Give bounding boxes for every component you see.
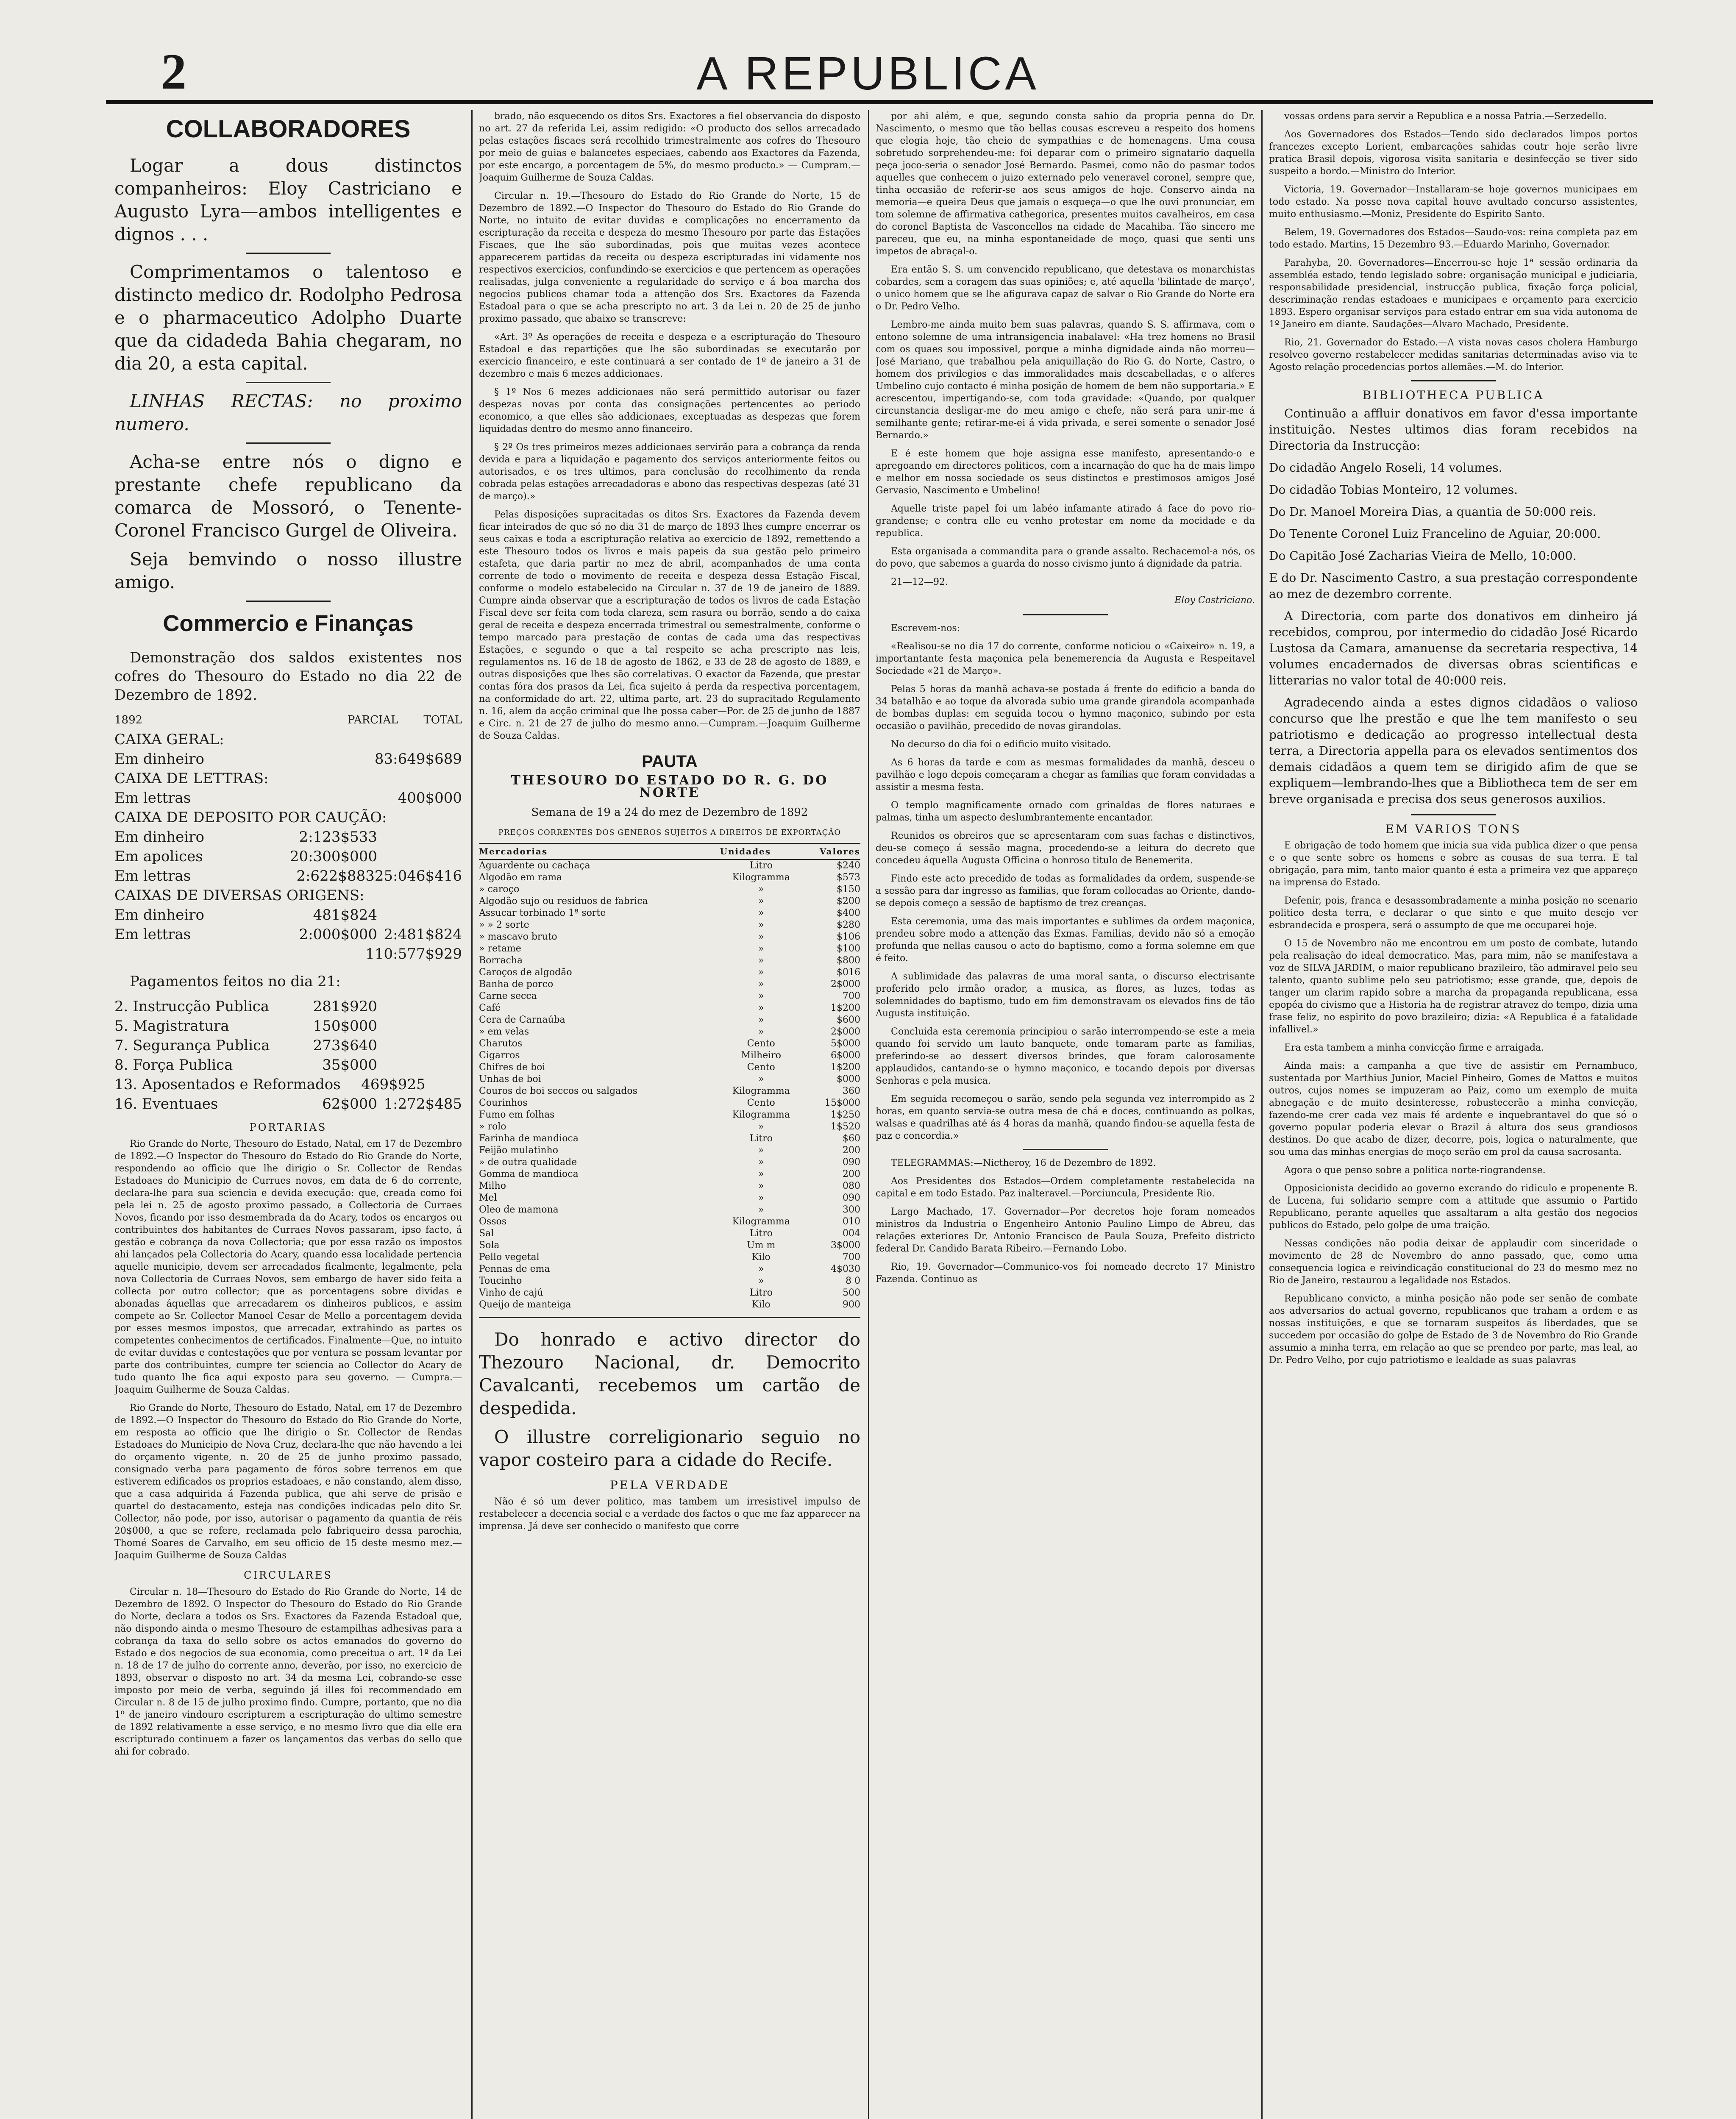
section-heading: PELA VERDADE [609, 1478, 730, 1492]
payment-row: 13. Aposentados e Reformados 469$925 [114, 1076, 426, 1093]
paragraph: «Art. 3º As operações de receita e despeza e a escripturação do Thesouro Estadoal e das repartições que lhe são subordinadas se executarão por exercicio financeiro, e este continuará a ser contado de 1º de janeiro a 31 de dezembro e mais 6 mezes addicionaes. [479, 332, 860, 379]
donations-list [1269, 460, 1638, 602]
price-row: Gomma de mandioca » 200 [479, 1169, 860, 1179]
divider [1023, 1149, 1108, 1150]
price-row: Sola Um m 3$000 [479, 1240, 860, 1251]
paragraph: Não é só um dever politico, mas tambem um irresistivel impulso de restabelecer a decencia social e a verdade dos factos o que me faz apparecer na imprensa. Já deve ser conhecido o manifesto que corre [479, 1496, 860, 1532]
column-3 [876, 110, 1255, 2119]
paragraph: Belem, 19. Governadores dos Estados—Saudo-vos: reina completa paz em todo estado. Martins, 15 Dezembro 93.—Eduardo Marinho, Governador. [1269, 227, 1638, 250]
price-row: Borracha » $800 [479, 955, 860, 966]
account-row: CAIXA DE LETTRAS: [114, 770, 269, 787]
paragraph: Era esta tambem a minha convicção firme e arraigada. [1284, 1043, 1544, 1053]
paragraph: TELEGRAMMAS:—Nictheroy, 16 de Dezembro de 1892. [891, 1158, 1156, 1168]
paragraph: Largo Machado, 17. Governador—Por decretos hoje foram nomeados ministros da Industria o Engenheiro Antonio Paulino Limpo de Abreu, das relações exteriores Dr. Antonio Francisco de Paula Souza, Prefeito districto federal Dr. Candido Barata Ribeiro.—Fernando Lobo. [876, 1207, 1255, 1254]
paragraph: Do honrado e activo director do Thezouro Nacional, dr. Democrito Cavalcanti, recebemos um cartão de despedida. [479, 1329, 860, 1418]
price-row: Courinhos Cento 15$000 [479, 1098, 860, 1108]
column-2 [479, 110, 860, 2119]
paragraph: § 1º Nos 6 mezes addicionaes não será permittido autorisar ou fazer despezas novas por conta das consignações pertencentes ao periodo economico, a que elles são addicionaes, exceptuadas as despezas que forem liquidadas dentro do mesmo anno financeiro. [479, 387, 860, 434]
paragraph: Aos Governadores dos Estados—Tendo sido declarados limpos portos francezes excepto Lorient, embarcações sahidas coutr hoje serão livre pratica Brasil depois, vigorosa visita sanitaria e desinfecção se tiver sido suspeito a bordo.—Ministro do Interior. [1269, 129, 1638, 177]
account-row: CAIXAS DE DIVERSAS ORIGENS: [114, 887, 364, 904]
paragraph: Seja bemvindo o nosso illustre amigo. [114, 549, 462, 592]
payment-row: 2. Instrucção Publica 281$920 [114, 998, 377, 1015]
column-1 [114, 110, 462, 2119]
section-heading: Commercio e Finanças [163, 611, 414, 636]
paragraph: Rio, 19. Governador—Communico-vos foi nomeado decreto 17 Ministro Fazenda. Continuo as [876, 1262, 1255, 1285]
section-heading: PAUTA [642, 752, 698, 771]
divider [246, 442, 331, 444]
paragraph: § 2º Os tres primeiros mezes addicionaes servirão para a cobrança da renda devida e para a liquidação e pagamento dos serviços anteriormente feitos ou autorisados, e os tres ultimos, para conclusão do recolhimento da renda cobrada pelas estações arrecadadoras e abono das respectivas despezas (até 31 de março).» [479, 442, 860, 502]
donation-item: Do Capitão José Zacharias Vieira de Mello, 10:000. [1269, 549, 1577, 563]
price-row: Pennas de ema » 4$030 [479, 1264, 860, 1274]
price-row: Farinha de mandioca Litro $60 [479, 1133, 860, 1144]
price-row: Oleo de mamona » 300 [479, 1204, 860, 1215]
price-row: Aguardente ou cachaça Litro $240 [479, 860, 860, 871]
price-row: Unhas de boi » $000 [479, 1074, 860, 1085]
column-4 [1269, 110, 1638, 2119]
price-row: Mel » 090 [479, 1193, 860, 1203]
section-heading: BIBLIOTHECA PUBLICA [1362, 388, 1544, 402]
donation-item: Do cidadão Tobias Monteiro, 12 volumes. [1269, 483, 1518, 497]
paragraph: Pelas disposições supracitadas os ditos Srs. Exactores da Fazenda devem ficar inteirados de que só no dia 31 de março de 1893 lhes cumpre encerrar os seus caixas e toda a escripturação relativa ao exercicio de 1892, remettendo a este Thesouro todos os livros e mais papeis da sua gestão pelo primeiro estafeta, que daria partir no mez de abril, acompanhados de uma conta corrente de todo o movimento de receita e despeza dessa Estação Fiscal, conforme o modelo estabelecido na Circular n. 37 de 19 de janeiro de 1889. Cumpre ainda observar que a escripturação de todos os livros de cada Estação Fiscal deve ser feita com toda clareza, sem rasura ou borrão, sendo a do caixa geral de receita e despeza encerrada trimestral ou semestralmente, conforme o tempo marcado para prestação de contas de cada uma das respectivas Estações, e segundo o que a tal respeito se acha prescripto nas leis, regulamentos ns. 16 de 18 de agosto de 1862, e 33 de 28 de agosto de 1889, e outras disposições que lhes são correlativas. O exactor da Fazenda, que prestar contas fóra dos prasos da Lei, fica sujeito á perda da respectiva porcentagem, na conformidade do art. 22, ultima parte, art. 23 do supracitado Regulamento n. 16, alem da acção criminal que lhe possa caber—Por. de 25 de junho de 1887 e Circ. n. 21 de 27 de julho do mesmo anno.—Cumpram.—Joaquim Guilherme de Souza Caldas. [479, 509, 860, 741]
account-row: Em lettras 2:000$000 2:481$824 [114, 926, 462, 943]
price-row: Couros de boi seccos ou salgados Kilogramma 360 [479, 1086, 860, 1096]
paragraph: O 15 de Novembro não me encontrou em um posto de combate, lutando pela realisação do ideal democratico. Mas, para mim, não se manifestava a voz de SILVA JARDIM, o maior republicano brazileiro, tão admiravel pelo seu talento, quanto sublime pelo seu patriotismo; esse grande, que, depois de tanger um clarim rapido sobre a marcha da propaganda republicana, essa epopéa do civismo que a Historia ha de registrar atravez do tempo, dizia uma frase feliz, no espirito do povo brazileiro; dizia: «A Republica é a fatalidade infallivel.» [1269, 938, 1638, 1035]
paragraph: Acha-se entre nós o digno e prestante chefe republicano da comarca de Mossoró, o Tenente-Coronel Francisco Gurgel de Oliveira. [114, 451, 462, 541]
account-row: CAIXA DE DEPOSITO POR CAUÇÃO: [114, 809, 387, 826]
account-row: Em dinheiro 481$824 [114, 907, 377, 923]
signature: Eloy Castriciano. [1174, 595, 1255, 606]
paragraph: Aos Presidentes dos Estados—Ordem completamente restabelecida na capital e em todo Estado. Paz inalteravel.—Porciuncula, Presidente Rio. [876, 1176, 1255, 1199]
paragraph: Rio Grande do Norte, Thesouro do Estado, Natal, em 17 de Dezembro de 1892.—O Inspector do Thesouro do Estado do Rio Grande do Norte, em resposta ao officio que lhe dirigio o Sr. Collector de Rendas Estadoaes do Municipio de Nova Cruz, declara-lhe que não havendo a lei do orçamento vigente, n. 20 de 25 de junho proximo passado, consignado verba para pagamento de fóros sobre terrenos em que estiverem edificados os proprios estadoaes, e não constando, alem disso, que a casa adquirida á Fazenda publica, que ahi serve de prisão e quartel do destacamento, esteja nas condições indicadas pelo dito Sr. Collector, não pode, por isso, autorisar o pagamento da quantia de réis 20$000, a que se refere, reclamada pelo fabriqueiro dessa parochia, Thomé Soares de Carvalho, em seu officio de 15 deste mesmo mez.—Joaquim Guilherme de Souza Caldas [114, 1403, 462, 1561]
price-row: Fumo em folhas Kilogramma 1$250 [479, 1110, 860, 1120]
paragraph: Esta organisada a commandita para o grande assalto. Rechacemol-a nós, os do povo, que sabemos a guarda do nosso civismo junto á dignidade da patria. [876, 546, 1255, 569]
paragraph: As 6 horas da tarde e com as mesmas formalidades da manhã, desceu o pavilhão e logo depois começaram a chegar as familias que foram convidadas a assistir a mesma festa. [876, 757, 1255, 793]
price-row: » em velas » 2$000 [479, 1026, 860, 1037]
price-row: » caroço » $150 [479, 884, 860, 895]
paragraph: Pagamentos feitos no dia 21: [130, 973, 341, 990]
paragraph: Ainda mais: a campanha a que tive de assistir em Pernambuco, sustentada por Marthius Junior, Maciel Pinheiro, Gomes de Mattos e muitos outros, cujos nomes se impuzeram ao Paiz, como um exemplo de muita abnegação e de muito desinteresse, robustecerão a minha convicção, fazendo-me crer cada vez mais fé ardente e inquebrantavel do que só o governo popular poderia elevar o Brazil á altura dos seus grandiosos destinos. Do que acabo de dizer, decorre, pois, logica o naturalmente, que sou uma das minhas energias de moço serão em prol da causa sacrosanta. [1269, 1061, 1638, 1157]
paragraph: Rio, 21. Governador do Estado.—A vista novas casos cholera Hamburgo resolveo governo restabelecer medidas sanitarias determinadas aviso via te Agosto relação procedencias portos allemães.—M. do Interior. [1269, 337, 1638, 373]
paragraph: «Realisou-se no dia 17 do corrente, conforme noticiou o «Caixeiro» n. 19, a importantante festa maçonica pela benemerencia da Augusta e Respeitavel Sociedade «21 de Março». [876, 641, 1255, 676]
price-row: » de outra qualidade » 090 [479, 1157, 860, 1168]
price-row: » retame » $100 [479, 943, 860, 954]
donation-item: Do cidadão Angelo Roseli, 14 volumes. [1269, 461, 1502, 475]
column-rule [471, 110, 473, 2119]
price-row: Assucar torbinado 1ª sorte » $400 [479, 908, 860, 918]
column-rule [1261, 110, 1263, 2119]
price-row: Toucinho » 8 0 [479, 1276, 860, 1286]
price-row: Banha de porco » 2$000 [479, 979, 860, 990]
payment-row: 5. Magistratura 150$000 [114, 1018, 377, 1034]
paragraph: Parahyba, 20. Governadores—Encerrou-se hoje 1ª sessão ordinaria da assembléa estado, tendo legislado sobre: organisação municipal e judiciaria, responsabilidade presidencial, instrucção publica, fixação força policial, descriminação rendas estadoaes e municipaes e orçamento para exercicio 1893. Espero organisar serviços para estado entrar em sua vida autonoma de 1º Janeiro em diante. Saudações—Alvaro Machado, Presidente. [1269, 258, 1638, 330]
paragraph: Victoria, 19. Governador—Installaram-se hoje governos municipaes em todo estado. Na posse nova capital houve avultado concurso assistentes, muito enthusiasmo.—Moniz, Presidente do Espirito Santo. [1269, 184, 1638, 220]
paragraph: Escrevem-nos: [891, 623, 960, 634]
account-row: 110:577$929 [365, 945, 462, 962]
paragraph: Aquelle triste papel foi um labéo infamante atirado á face do povo rio-grandense; e contra elle eu venho protestar em nome da mocidade e da republica. [876, 503, 1255, 539]
paragraph: Concluida esta ceremonia principiou o sarão interrompendo-se este a meia quando foi servido um lauto banquete, onde tomaram parte as familias, preferindo-se ao dessert diversos brindes, que foram calorosamente applaudidos, cantando-se o hymno maçonico, e tocando depois por diversas Senhoras e pela musica. [876, 1026, 1255, 1086]
price-row: » » 2 sorte » $280 [479, 920, 860, 930]
paragraph: Findo este acto precedido de todas as formalidades da ordem, suspende-se a sessão para dar ingresso as familias, que foram collocadas ao Oriente, dando-se depois começo a sessão de baptismo de trez creanças. [876, 873, 1255, 909]
price-row: Carne secca » 700 [479, 991, 860, 1001]
donation-item: E do Dr. Nascimento Castro, a sua prestação correspondente ao mez de dezembro corrente. [1269, 571, 1638, 601]
price-row: Charutos Cento 5$000 [479, 1038, 860, 1049]
section-heading: CIRCULARES [244, 1569, 333, 1581]
account-row: Em lettras 2:622$883 25:046$416 [114, 868, 462, 884]
paragraph: Era então S. S. um convencido republicano, que detestava os monarchistas cobardes, sem a coragem das suas opiniões; e, até aquella 'bilintade de março', o unico homem que se lhe afigurava capaz de salvar o Rio Grande do Norte era o Dr. Pedro Velho. [876, 264, 1255, 312]
paragraph: Agora o que penso sobre a politica norte-riograndense. [1284, 1165, 1546, 1176]
masthead-rule [106, 100, 1653, 104]
account-row: Em lettras 400$000 [114, 790, 462, 806]
donation-item: Do Tenente Coronel Luiz Francelino de Aguiar, 20:000. [1269, 527, 1601, 541]
payment-row: 8. Força Publica 35$000 [114, 1057, 377, 1073]
account-row: Em dinheiro 83:649$689 [114, 751, 462, 768]
section-heading: EM VARIOS TONS [1385, 822, 1522, 836]
divider [1411, 380, 1496, 381]
paragraph: E é este homem que hoje assigna esse manifesto, apresentando-o e apregoando em directores politicos, com a incarnação do que ha de mais limpo e melhor em nossa sociedade os seus distinctos e prestimosos amigos José Gervasio, Nascimento e Umbelino! [876, 448, 1255, 496]
divider [246, 382, 331, 383]
paragraph: Republicano convicto, a minha posição não pode ser senão de combate aos adversarios do actual governo, republicanos que traham a ordem e as nossas instituições, e que se tornaram suspeitos ás liberdades, que se succedem por occasião do golpe de Estado de 3 de Novembro do Rio Grande assumio a minha terra, em relação ao que se prendeo por parte, mas leal, ao Dr. Pedro Velho, por cujo patriotismo e lealdade as suas palavras [1269, 1293, 1638, 1365]
paragraph: Demonstração dos saldos existentes nos cofres do Thesouro do Estado no dia 22 de Dezembro de 1892. [114, 649, 462, 704]
paragraph: A sublimidade das palavras de uma moral santa, o discurso electrisante proferido pelo irmão orador, a musica, as flores, as luzes, todas as solemnidades do baptismo, tudo em fim demonstravam os elevados fins de tão Augusta instituição. [876, 971, 1255, 1019]
price-row: Feijão mulatinho » 200 [479, 1145, 860, 1156]
donation-item: Do Dr. Manoel Moreira Dias, a quantia de 50:000 reis. [1269, 505, 1597, 519]
page-number: 2 [161, 43, 186, 100]
subheading: PREÇOS CORRENTES DOS GENEROS SUJEITOS A DIREITOS DE EXPORTAÇÃO [498, 828, 841, 837]
price-row: Sal Litro 004 [479, 1228, 860, 1239]
paragraph: E obrigação de todo homem que inicia sua vida publica dizer o que pensa e o que sente sobre os homens e sobre as cousas de sua terra. E tal obrigação, para mim, tanto maior quanto é esta a primeira vez que appareço na imprensa do Estado. [1269, 840, 1638, 888]
paragraph: Agradecendo ainda a estes dignos cidadãos o valioso concurso que lhe prestão e que lhe tem manifesto o seu patriotismo e dedicação ao progresso intellectual desta terra, a Directoria appella para os elevados sentimentos dos demais cidadãos a quem tem se dirigido afim de que se expliquem—lembrando-lhes que a Bibliotheca tem de ser em breve organisada e precisa dos seus generosos auxilios. [1269, 695, 1638, 806]
paragraph: brado, não esquecendo os ditos Srs. Exactores a fiel observancia do disposto no art. 27 da referida Lei, assim redigido: «O producto dos sellos arrecadado pelas estações fiscaes será recolhido trimestralmente aos cofres do Thesouro por meio de guias e balancetes especiaes, cabendo aos Exactores da Fazenda, por este encargo, a porcentagem de 5%, do mesmo producto.» — Cumpram.—Joaquim Guilherme de Souza Caldas. [479, 111, 860, 183]
paragraph: Esta ceremonia, uma das mais importantes e sublimes da ordem maçonica, prendeu sobre modo a attenção das Exmas. Familias, devido não só a emoção profunda que nellas causou o acto do baptismo, como a forma solemne em que é feito. [876, 916, 1255, 964]
section-heading: COLLABORADORES [166, 115, 411, 143]
section-heading: PORTARIAS [249, 1121, 327, 1133]
paragraph: Defenir, pois, franca e desassombradamente a minha posição no scenario politico desta terra, e declarar o que sinto e que muito desejo ver esbrandecida e prospera, será o assumpto de que me occuparei hoje. [1269, 895, 1638, 931]
price-row: Caroços de algodão » $016 [479, 967, 860, 978]
paragraph: Comprimentamos o talentoso e distincto medico dr. Rodolpho Pedrosa e o pharmaceutico Adolpho Duarte que da cidadeda Bahia chegaram, no dia 20, a esta capital. [114, 261, 462, 374]
paragraph: Circular n. 18—Thesouro do Estado do Rio Grande do Norte, 14 de Dezembro de 1892. O Inspector do Thesouro do Estado do Rio Grande do Norte, declara a todos os Srs. Exactores da Fazenda Estadoal que, não dispondo ainda o mesmo Thesouro de estampilhas adhesivas para a cobrança da taxa do sello sobre os actos emanados do governo do Estado e dos negocios de sua economia, como preceitua o art. 1º da Lei n. 18 de 17 de julho do corrente anno, deverão, por isso, no exercicio de 1893, observar o disposto no art. 34 da mesma Lei, cobrando-se esse imposto por meio de verba, seguindo já illes foi recommendado em Circular n. 8 de 15 de julho proximo findo. Cumpre, portanto, que no dia 1º de janeiro vindouro escripturem a escripturação do ultimo semestre de 1892 relativamente a esse serviço, e no mesmo livro que dia elle era escripturado continuem a fazer os lançamentos das verbas do sello que ahi for cobrado. [114, 1587, 462, 1757]
price-row: Algodão em rama Kilogramma $573 [479, 872, 860, 883]
price-row: Algodão sujo ou residuos de fabrica » $200 [479, 896, 860, 907]
price-row: Café » 1$200 [479, 1003, 860, 1013]
divider [1023, 614, 1108, 615]
column-rule [868, 110, 869, 2119]
accounts-header: 1892 PARCIAL TOTAL [114, 714, 462, 726]
price-row: Queijo de manteiga Kilo 900 [479, 1299, 860, 1310]
payments-table [114, 997, 462, 1114]
divider [246, 253, 331, 254]
paragraph: Pelas 5 horas da manhã achava-se postada á frente do edificio a banda do 34 batalhão e ao toque da alvorada subio uma grande girandola acompanhada de bombas duplas: em seguida tocou o hymno maçonico, subindo por esta occasião o pavilhão, precedido de novas girandolas. [876, 684, 1255, 731]
paragraph: No decurso do dia foi o edificio muito visitado. [891, 739, 1111, 750]
price-row: Chifres de boi Cento 1$200 [479, 1062, 860, 1073]
paragraph: por ahi além, e que, segundo consta sahio da propria penna do Dr. Nascimento, o mesmo que tão bellas cousas escreveu a respeito dos homens que elogia hoje, tão cheio de sympathias e de homenagens. Uma cousa sobretudo sorprehendeu-me: foi deparar com o primeiro signatario daquella peça joco-seria o senador José Bernardo. Pasmei, como não do pasmar todos aquelles que conhecem o juizo externado pelo veneravel coronel, sempre que, tinha occasião de referir-se aos seus amigos de hoje. Conservo ainda na memoria—e queira Deus que jamais o esqueça—o que lhe ouvi pronunciar, em tom solemne de affirmativa cathegorica, presentes muitos cavalheiros, em casa do coronel Baptista de Vasconcellos na cidade de Macahiba. Tão sincero me pareceu, que eu, na minha espontaneidade de moço, quasi que senti uns impetos de abraçal-o. [876, 111, 1255, 257]
price-row: » rolo » 1$520 [479, 1121, 860, 1132]
price-row: Ossos Kilogramma 010 [479, 1216, 860, 1227]
price-row: Pello vegetal Kilo 700 [479, 1252, 860, 1263]
paragraph: Opposicionista decidido ao governo excrando do ridiculo e propenente B. de Lucena, fui solidario sempre com a attitude que assumio o Partido Republicano, perante aquelles que assaltaram a alta gestão dos negocios publicos do Estado, pelo golpe de uma traição. [1269, 1183, 1638, 1231]
paragraph: O illustre correligionario seguio no vapor costeiro para a cidade do Recife. [479, 1427, 860, 1470]
price-row: Cera de Carnaúba » $600 [479, 1015, 860, 1025]
paragraph: Nessas condições não podia deixar de applaudir com sinceridade o movimento de 28 de Novembro do anno passado, que, como uma consequencia logica e reivindicação constitucional do 23 do mesmo mez no Rio de Janeiro, restaurou a legalidade nos Estados. [1269, 1238, 1638, 1286]
price-row: Vinho de cajú Litro 500 [479, 1288, 860, 1298]
masthead [34, 38, 1702, 102]
subheading: THESOURO DO ESTADO DO R. G. DO NORTE [511, 773, 829, 800]
paragraph: Logar a dous distinctos companheiros: Eloy Castriciano e Augusto Lyra—ambos intelligentes e dignos . . . [114, 155, 462, 245]
newspaper-title: A REPUBLICA [696, 47, 1040, 100]
paragraph: Continuão a affluir donativos em favor d'essa importante instituição. Nestes ultimos dias foram recebidos na Directoria da Instrucção: [1269, 406, 1638, 453]
dateline: 21—12—92. [891, 577, 948, 587]
accounts-table [114, 730, 462, 964]
paragraph: Circular n. 19.—Thesouro do Estado do Rio Grande do Norte, 15 de Dezembro de 1892.—O Inspector do Thesouro do Estado do Rio Grande do Norte, no intuito de evitar duvidas e complicações no encerramento da escripturação da receita e despeza do mesmo Thesouro por parte das Estações Fiscaes, que lhe são subordinadas, pois que muitas vezes acontece apparecerem partidas da receita ou despeza escripturadas ini vidamente nos respectivos exercicios, confundindo-se exercicios e que pertencem as operações realisadas, julga conveniente a regularidade do serviço e á boa marcha dos negocios publicos chamar toda a attenção dos Srs. Exactores da Fazenda Estadoal para o que se acha prescripto no art. 3 da Lei n. 20 de 25 de junho proximo passado, que abaixo se transcreve: [479, 191, 860, 324]
paragraph: vossas ordens para servir a Republica e a nossa Patria.—Serzedello. [1284, 111, 1607, 122]
price-row: Cigarros Milheiro 6$000 [479, 1050, 860, 1061]
paragraph: O templo magnificamente ornado com grinaldas de flores naturaes e palmas, tinha um aspecto deslumbrantemente encantador. [876, 800, 1255, 823]
paragraph: Em seguida recomeçou o sarão, sendo pela segunda vez interrompido as 2 horas, em quanto servia-se outra mesa de chá e doces, continuando as polkas, walsas e quadrilhas até ás 4 horas da manhã, quando findou-se aquella festa de paz e concordia.» [876, 1094, 1255, 1141]
divider [246, 601, 331, 602]
price-row: » mascavo bruto » $106 [479, 932, 860, 942]
payment-row: 7. Segurança Publica 273$640 [114, 1037, 377, 1054]
subheading: Semana de 19 a 24 do mez de Dezembro de 1892 [531, 806, 808, 819]
payment-row: 16. Eventuaes 62$000 1:272$485 [114, 1096, 462, 1112]
account-row: CAIXA GERAL: [114, 731, 224, 748]
divider [1411, 814, 1496, 815]
price-table: Mercadorias Unidades Valores Aguardente ou cachaça Litro $240 Algodão em rama Kilogramma $573 » caroço » $150 Algodão sujo ou residuos de fabrica » $200 Assucar torbinado 1ª sorte » $400 » » 2 sorte » $280 » mascavo bruto » $106 » retame » $100 Borracha » $800 Caroços de algodão » $016 Banha de porco » 2$000 Carne secca » 700 Café » 1$200 Cera de Carnaúba » $600 » em velas » 2$000 Charutos Cento 5$000 Cigarros Milheiro 6$000 Chifres de boi Cento 1$200 Unhas de boi » $000 Couros de boi seccos ou salgados Kilogramma 360 Courinhos Cento 15$000 Fumo em folhas Kilogramma 1$250 » rolo » 1$520 Farinha de mandioca Litro $60 Feijão mulatinho » 200 » de outra qualidade » 090 Gomma de mandioca » 200 Milho » 080 Mel » 090 Oleo de mamona » 300 Ossos Kilogramma 010 Sal Litro 004 Sola Um m 3$000 Pello vegetal Kilo 700 Pennas de ema » 4$030 Toucinho » 8 0 Vinho de cajú Litro 500 Queijo de manteiga Kilo 900 [479, 843, 860, 1311]
paragraph: A Directoria, com parte dos donativos em dinheiro já recebidos, comprou, por intermedio do cidadão José Ricardo Lustosa da Camara, amanuense da secretaria respectiva, 14 volumes encadernados de diversas obras scientificas e litterarias no valor total de 40:000 reis. [1269, 609, 1638, 687]
paragraph: LINHAS RECTAS: no proximo numero. [114, 391, 462, 434]
account-row: Em dinheiro 2:123$533 [114, 829, 377, 845]
paragraph: Lembro-me ainda muito bem suas palavras, quando S. S. affirmava, com o entono solemne de uma intransigencia inabalavel: «Ha trez homens no Brasil com os quaes sou impossivel, porque a minha dignidade ainda não morreu—José Mariano, que trabalhou pela aniquillação do Rio G. do Norte, Castro, o homem dos privilegios e das immoralidades mais descabelladas, e o alferes Umbelino cujo contacto é minha posição de homem de bem não supportaria.» E acrescentou, impertigando-se, com toda gravidade: «Quando, por qualquer circunstancia desligar-me do meu amigo e chefe, não será para unir-me á semilhante gente; retirar-me-ei á vida privada, e serei somente o senador José Bernardo.» [876, 320, 1255, 441]
paragraph: Rio Grande do Norte, Thesouro do Estado, Natal, em 17 de Dezembro de 1892.—O Inspector do Thesouro do Estado do Rio Grande do Norte, respondendo ao officio que lhe dirigio o Sr. Collector de Rendas Estadoaes do Municipio de Currues novos, em data de 6 do corrente, declara-lhe para sua sciencia e devida execução: que, creada como foi pela lei n. 25 de agosto proximo passado, a Collectoria de Curraes Novos, ficando por isso desmembrada da do Acary, todos os encargos ou contribuintes dos habitantes de Curraes Novos passaram, ipso facto, á gestão e cobrança da nova Collectoria; que por essa razão os impostos ahi lançados pela Collectoria do Acary, quando essa localidade pertencia aquelle municipio, devem ser arrecadados ficalmente, legalmente, pela nova Collectoria de Curraes Novos, sem embargo de haver sido feita a collecta por outro collector; que as porcentagens sobre dividas e abonadas áquellas que arrecadarem os dinheiros publicos, e assim compete ao Sr. Collector Manoel Cesar de Mello a porcentagem devida por esses mesmos impostos, que arrecadar, extrahindo as partes os competentes conhecimentos de certificados. Finalmente—Que, no intuito de evitar duvidas e contestações que por ventura se possam levantar por parte dos contribuintes, cumpre ter sciencia ao Collector do Acary de tudo quanto lhe fica aqui exposto para seu governo. — Cumpra.—Joaquim Guilherme de Souza Caldas. [114, 1139, 462, 1395]
paragraph: Reunidos os obreiros que se apresentaram com suas fachas e distinctivos, deu-se começo á sessão magna, procedendo-se a leitura do decreto que concedeu áquella Augusta Officina o honroso titulo de Benemerita. [876, 831, 1255, 866]
price-row: Milho » 080 [479, 1181, 860, 1191]
account-row: Em apolices 20:300$000 [114, 848, 377, 865]
